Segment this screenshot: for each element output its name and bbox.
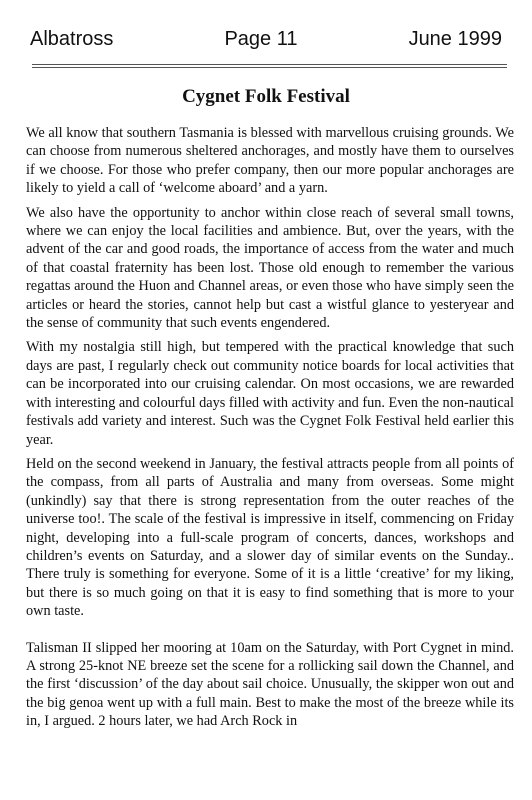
header-rule-top <box>32 64 507 65</box>
article-paragraph: We all know that southern Tasmania is blessed with marvellous cruising grounds. We can choose from numerous sheltered anchorages, and mostly have them to ourselves if we choose. For those who prefer company, then our more popular anchorages are likely to yield a call of ‘welcome aboard’ and a yarn. <box>26 125 514 197</box>
article-paragraph: Talisman II slipped her mooring at 10am on the Saturday, with Port Cygnet in mind. A strong 25-knot NE breeze set the scene for a rollicking sail down the Channel, and the first ‘discussion’ of the day about sail choice. Unusually, the skipper won out and the big genoa went up with a full main. Best to make the most of the breeze while its in, I argued. 2 hours later, we had Arch Rock in <box>26 639 514 730</box>
article-paragraph: With my nostalgia still high, but tempered with the practical knowledge that such days are past, I regularly check out community notice boards for local activities that can be incorporated into our cruising calendar. On most occasions, we are rewarded with interesting and colourful days filled with activity and fun. Even the non-nautical festivals add variety and interest. Such was the Cygnet Folk Festival held earlier this year. <box>26 339 514 448</box>
article-paragraph: Held on the second weekend in January, the festival attracts people from all points of the compass, from all parts of Australia and many from overseas. Some might (unkindly) say that there is strong representation from the outer reaches of the universe too!. The scale of the festival is impressive in itself, commencing on Friday night, developing into a full-scale program of concerts, dances, workshops and children’s events on Saturday, and a slower day of similar events on the Sunday.. There truly is something for everyone. Some of it is a little ‘creative’ for my liking, but there is so much going on that it is easy to find something that is more to your own taste. <box>26 455 514 620</box>
article-body <box>26 124 514 737</box>
publication-name: Albatross <box>30 28 114 50</box>
page-number: Page 11 <box>224 28 298 50</box>
article-title: Cygnet Folk Festival <box>182 86 350 107</box>
issue-date: June 1999 <box>408 28 502 50</box>
header-rule-bottom <box>32 67 507 68</box>
article-paragraph: We also have the opportunity to anchor within close reach of several small towns, where we can enjoy the local facilities and ambience. But, over the years, with the advent of the car and good roads, the importance of access from the water and much of that coastal fraternity has been lost. Those old enough to remember the various regattas around the Huon and Channel areas, or even those who have simply seen the articles or heard the stories, cannot help but cast a wistful glance to yesteryear and the sense of community that such events engendered. <box>26 204 514 332</box>
page-header <box>30 28 502 56</box>
